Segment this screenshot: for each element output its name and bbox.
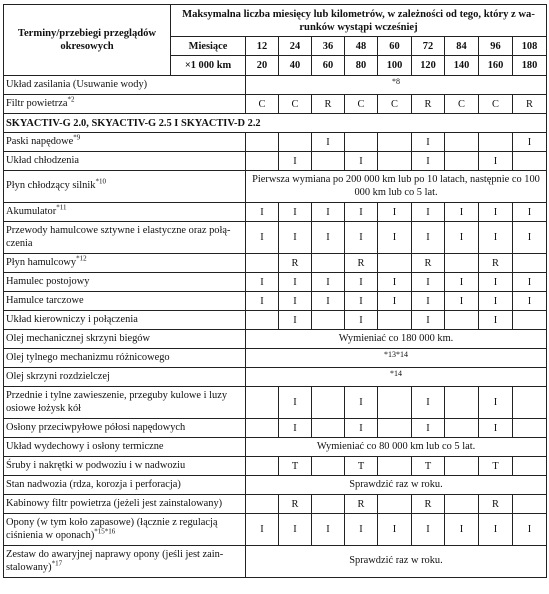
item-label-cell [4, 254, 246, 273]
item-label: Kabinowy filtr powietrza (jeżeli jest zainstalowany) [6, 497, 223, 509]
item-label: Hamulec postojowy [6, 275, 90, 287]
month-cell: 96 [479, 37, 513, 56]
table-row [4, 349, 547, 368]
service-cell: I [479, 419, 513, 438]
service-cell: I [345, 273, 378, 292]
table-row [4, 222, 547, 254]
service-cell: R [345, 495, 378, 514]
service-cell [445, 152, 479, 171]
service-cell: R [412, 95, 445, 114]
service-cell: R [479, 254, 513, 273]
service-cell [378, 387, 412, 419]
month-cell: 60 [378, 37, 412, 56]
month-cell: 108 [513, 37, 547, 56]
service-cell: I [312, 292, 345, 311]
service-cell: I [279, 419, 312, 438]
item-label: Filtr powietrza [6, 97, 68, 109]
service-cell [312, 457, 345, 476]
service-cell [445, 254, 479, 273]
service-cell: I [279, 203, 312, 222]
service-cell: I [412, 387, 445, 419]
item-label: Osłony przeciwpyłowe półosi napędowych [6, 421, 186, 433]
service-cell [312, 311, 345, 330]
service-cell: T [479, 457, 513, 476]
service-cell [513, 457, 547, 476]
item-label-cell [4, 546, 246, 578]
service-cell: I [246, 292, 279, 311]
service-cell [312, 254, 345, 273]
table-row [4, 171, 547, 203]
service-cell: I [513, 222, 547, 254]
service-cell: I [479, 311, 513, 330]
item-label-cell [4, 203, 246, 222]
service-cell: I [513, 133, 547, 152]
km-cell: 140 [445, 56, 479, 76]
service-cell: I [378, 222, 412, 254]
table-row [4, 311, 547, 330]
item-label-cell [4, 171, 246, 203]
service-cell: I [312, 203, 345, 222]
item-label-cell [4, 476, 246, 495]
service-cell [246, 133, 279, 152]
service-cell: I [378, 292, 412, 311]
service-cell [445, 387, 479, 419]
item-label: Przednie i tylne zawieszenie, przeguby kulowe i luzy osiowe łożysk kół [6, 390, 228, 414]
table-row [4, 514, 547, 546]
month-cell: 12 [246, 37, 279, 56]
service-cell: I [378, 514, 412, 546]
item-label: Przewody hamulcowe sztywne i elastyczne oraz połą-czenia [6, 225, 231, 249]
item-label: Olej mechanicznej skrzyni biegów [6, 332, 150, 344]
service-cell: R [312, 95, 345, 114]
table-row [4, 368, 547, 387]
service-cell: I [279, 292, 312, 311]
table-row [4, 203, 547, 222]
item-label: Płyn hamulcowy [6, 256, 77, 268]
service-cell: I [513, 203, 547, 222]
service-cell [378, 133, 412, 152]
service-cell: I [279, 273, 312, 292]
service-cell [246, 311, 279, 330]
service-cell [345, 133, 378, 152]
table-row [4, 438, 547, 457]
service-cell: C [279, 95, 312, 114]
item-label-cell [4, 222, 246, 254]
service-cell: R [513, 95, 547, 114]
interval-note: Sprawdzić raz w roku. [246, 476, 547, 495]
header-right-title: Maksymalna liczba miesięcy lub kilometrów, w zależności od tego, który z wa-runków wystąpi wcześniej [171, 5, 547, 37]
service-cell: C [378, 95, 412, 114]
service-cell: I [279, 311, 312, 330]
service-cell: I [345, 222, 378, 254]
service-cell: I [445, 292, 479, 311]
service-cell: I [246, 203, 279, 222]
footnote-ref: *2 [67, 95, 75, 104]
service-cell [246, 419, 279, 438]
month-cell: 84 [445, 37, 479, 56]
km-cell: 120 [412, 56, 445, 76]
service-cell [479, 133, 513, 152]
section-heading: SKYACTIV-G 2.0, SKYACTIV-G 2.5 I SKYACTIV-D 2.2 [4, 114, 547, 133]
item-label-cell [4, 349, 246, 368]
service-cell: I [479, 222, 513, 254]
service-cell [513, 311, 547, 330]
footnote-ref: *10 [95, 177, 106, 186]
month-cell: 72 [412, 37, 445, 56]
service-cell: I [378, 273, 412, 292]
service-cell: I [412, 419, 445, 438]
service-cell: I [345, 292, 378, 311]
km-cell: 100 [378, 56, 412, 76]
service-cell: I [345, 152, 378, 171]
service-cell: C [445, 95, 479, 114]
service-cell: I [246, 514, 279, 546]
footnote-ref: *15*16 [94, 527, 116, 536]
service-cell: I [312, 514, 345, 546]
item-label: Układ chłodzenia [6, 154, 79, 166]
interval-note: Wymieniać co 80 000 km lub co 5 lat. [246, 438, 547, 457]
service-cell: I [279, 152, 312, 171]
service-cell: I [513, 273, 547, 292]
service-cell [279, 133, 312, 152]
service-cell [445, 311, 479, 330]
item-label: Olej tylnego mechanizmu różnicowego [6, 351, 170, 363]
service-cell [513, 419, 547, 438]
service-cell [445, 495, 479, 514]
service-cell [246, 152, 279, 171]
service-cell [513, 387, 547, 419]
footnote-ref: *9 [73, 133, 81, 142]
service-cell: I [279, 222, 312, 254]
item-label-cell [4, 368, 246, 387]
table-row [4, 387, 547, 419]
service-cell: I [412, 311, 445, 330]
month-cell: 48 [345, 37, 378, 56]
service-cell: I [412, 152, 445, 171]
service-cell: I [279, 387, 312, 419]
interval-note: *13*14 [246, 349, 547, 368]
service-cell: R [479, 495, 513, 514]
item-label: Opony (w tym koło zapasowe) (łącznie z regulacją ciśnienia w oponach) [6, 517, 218, 541]
service-cell: I [479, 514, 513, 546]
months-label: Miesiące [171, 37, 246, 56]
table-row [4, 76, 547, 95]
item-label-cell [4, 457, 246, 476]
service-cell [513, 495, 547, 514]
interval-note: Sprawdzić raz w roku. [246, 546, 547, 578]
table-row [4, 273, 547, 292]
service-cell: I [345, 514, 378, 546]
table-row [4, 152, 547, 171]
km-label: ×1 000 km [171, 56, 246, 76]
item-label: Śruby i nakrętki w podwoziu i w nadwoziu [6, 459, 186, 471]
km-cell: 160 [479, 56, 513, 76]
service-cell [445, 457, 479, 476]
km-cell: 40 [279, 56, 312, 76]
service-cell: I [445, 273, 479, 292]
item-label: Układ wydechowy i osłony termiczne [6, 440, 164, 452]
service-cell: I [279, 514, 312, 546]
service-cell [378, 419, 412, 438]
service-cell [378, 152, 412, 171]
item-label: Zestaw do awaryjnej naprawy opony (jeśli jest zain-stalowany) [6, 549, 224, 573]
service-cell [513, 254, 547, 273]
table-row [4, 95, 547, 114]
table-row [4, 476, 547, 495]
service-cell: I [445, 222, 479, 254]
service-cell: C [345, 95, 378, 114]
interval-note: *8 [246, 76, 547, 95]
item-label: Układ zasilania (Usuwanie wody) [6, 78, 148, 90]
service-cell [445, 133, 479, 152]
km-cell: 80 [345, 56, 378, 76]
interval-note: Pierwsza wymiana po 200 000 km lub po 10 latach, następnie co 100 000 km lub co 5 lat. [246, 171, 547, 203]
service-cell: I [479, 292, 513, 311]
service-cell: I [445, 203, 479, 222]
service-cell [378, 495, 412, 514]
service-cell: I [479, 152, 513, 171]
interval-note: *14 [246, 368, 547, 387]
service-cell [312, 152, 345, 171]
service-cell: I [479, 273, 513, 292]
item-label-cell [4, 311, 246, 330]
km-cell: 180 [513, 56, 547, 76]
service-cell: R [412, 495, 445, 514]
km-cell: 20 [246, 56, 279, 76]
service-cell [378, 254, 412, 273]
footnote-ref: *12 [76, 254, 87, 263]
service-cell [246, 387, 279, 419]
service-cell: T [279, 457, 312, 476]
item-label: Hamulce tarczowe [6, 294, 84, 306]
item-label-cell [4, 292, 246, 311]
interval-note: Wymieniać co 180 000 km. [246, 330, 547, 349]
service-cell: I [378, 203, 412, 222]
service-cell [246, 254, 279, 273]
service-cell: R [412, 254, 445, 273]
service-cell [513, 152, 547, 171]
item-label-cell [4, 273, 246, 292]
schedule-body [4, 76, 547, 578]
service-cell [312, 495, 345, 514]
service-cell: I [345, 419, 378, 438]
service-cell: I [312, 273, 345, 292]
service-cell [445, 419, 479, 438]
item-label: Paski napędowe [6, 135, 74, 147]
service-cell: I [412, 203, 445, 222]
service-cell: R [345, 254, 378, 273]
service-cell: I [412, 222, 445, 254]
item-label: Płyn chłodzący silnik [6, 180, 96, 192]
item-label-cell [4, 387, 246, 419]
service-cell: I [412, 292, 445, 311]
table-row [4, 546, 547, 578]
month-cell: 24 [279, 37, 312, 56]
service-cell: I [312, 133, 345, 152]
service-cell: C [246, 95, 279, 114]
service-cell [246, 495, 279, 514]
service-cell: I [345, 387, 378, 419]
item-label: Układ kierowniczy i połączenia [6, 313, 138, 325]
item-label-cell [4, 438, 246, 457]
service-cell [312, 419, 345, 438]
service-cell: R [279, 254, 312, 273]
service-cell: I [312, 222, 345, 254]
table-row [4, 457, 547, 476]
service-cell: I [345, 203, 378, 222]
item-label-cell [4, 514, 246, 546]
item-label-cell [4, 95, 246, 114]
item-label: Olej skrzyni rozdzielczej [6, 370, 110, 382]
service-cell: I [513, 292, 547, 311]
service-cell: I [412, 273, 445, 292]
service-cell [312, 387, 345, 419]
section-row [4, 114, 547, 133]
service-cell: I [345, 311, 378, 330]
item-label-cell [4, 76, 246, 95]
footnote-ref: *11 [56, 203, 67, 212]
service-cell: T [412, 457, 445, 476]
service-cell: I [479, 387, 513, 419]
service-cell: I [412, 133, 445, 152]
table-row [4, 292, 547, 311]
item-label: Stan nadwozia (rdza, korozja i perforacja) [6, 478, 181, 490]
service-cell [246, 457, 279, 476]
service-cell: I [246, 273, 279, 292]
month-cell: 36 [312, 37, 345, 56]
km-cell: 60 [312, 56, 345, 76]
service-cell: C [479, 95, 513, 114]
item-label-cell [4, 152, 246, 171]
item-label-cell [4, 419, 246, 438]
maintenance-schedule-table [3, 4, 547, 578]
service-cell [378, 311, 412, 330]
footnote-ref: *17 [51, 559, 63, 568]
table-row [4, 133, 547, 152]
service-cell: I [445, 514, 479, 546]
service-cell: R [279, 495, 312, 514]
header-left-title: Terminy/przebiegi przeglądów okresowych [4, 5, 171, 76]
item-label-cell [4, 133, 246, 152]
item-label-cell [4, 495, 246, 514]
table-row [4, 495, 547, 514]
service-cell: T [345, 457, 378, 476]
table-row [4, 330, 547, 349]
table-row [4, 254, 547, 273]
item-label: Akumulator [6, 205, 57, 217]
service-cell [378, 457, 412, 476]
service-cell: I [412, 514, 445, 546]
item-label-cell [4, 330, 246, 349]
service-cell: I [479, 203, 513, 222]
table-row [4, 419, 547, 438]
service-cell: I [246, 222, 279, 254]
service-cell: I [513, 514, 547, 546]
